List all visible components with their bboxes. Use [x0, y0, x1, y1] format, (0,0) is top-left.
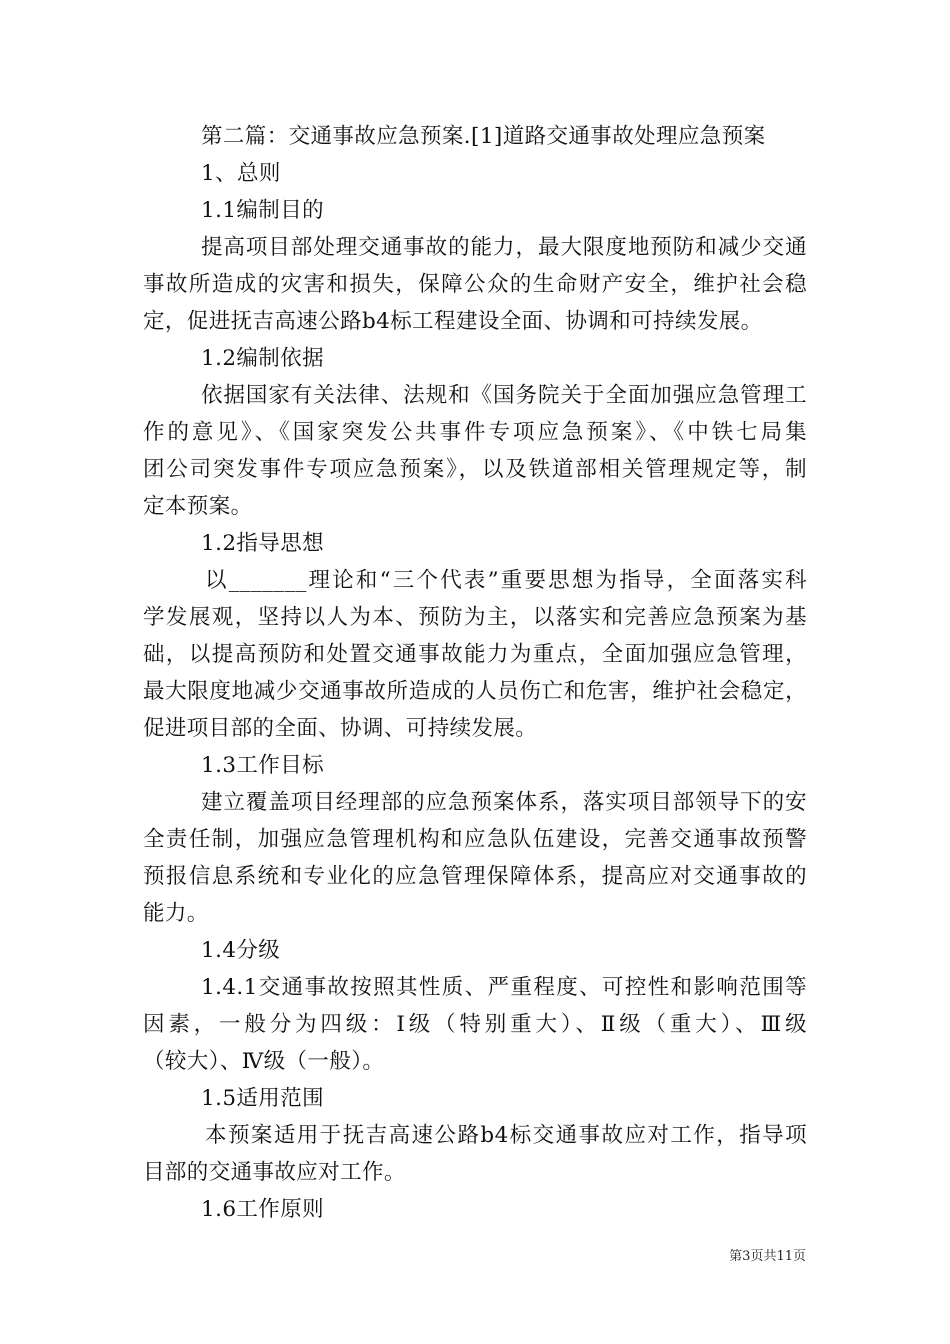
page-number: 第3页共11页 — [729, 1249, 806, 1264]
section-heading-basis: 1.2编制依据 — [201, 346, 324, 371]
paragraph-line: （较大）、Ⅳ级（一般）。 — [143, 1049, 385, 1074]
section-heading-scope: 1.5适用范围 — [201, 1086, 324, 1111]
paragraph-line: 1.4.1交通事故按照其性质、严重程度、可控性和影响范围等 — [201, 975, 807, 1000]
paragraph-line: 学发展观，坚持以人为本、预防为主，以落实和完善应急预案为基 — [143, 605, 807, 630]
paragraph-line: 依据国家有关法律、法规和《国务院关于全面加强应急管理工 — [201, 383, 807, 408]
section-heading-general: 1、总则 — [201, 161, 281, 186]
paragraph-line: 目部的交通事故应对工作。 — [143, 1160, 406, 1185]
paragraph-line: 定，促进抚吉高速公路b4标工程建设全面、协调和可持续发展。 — [143, 309, 763, 334]
document-body — [143, 118, 807, 1228]
section-heading-goal: 1.3工作目标 — [201, 753, 324, 778]
paragraph-line: 最大限度地减少交通事故所造成的人员伤亡和危害，维护社会稳定， — [143, 679, 807, 704]
paragraph-line: 事故所造成的灾害和损失，保障公众的生命财产安全，维护社会稳 — [143, 272, 807, 297]
paragraph-line: 能力。 — [143, 901, 209, 926]
section-heading-classification: 1.4分级 — [201, 938, 281, 963]
section-heading-principles: 1.6工作原则 — [201, 1197, 324, 1222]
paragraph-line: 全责任制，加强应急管理机构和应急队伍建设，完善交通事故预警 — [143, 827, 807, 852]
paragraph-line: 建立覆盖项目经理部的应急预案体系，落实项目部领导下的安 — [201, 790, 807, 815]
paragraph-line: 以_______理论和“三个代表”重要思想为指导，全面落实科 — [205, 568, 807, 593]
section-heading-purpose: 1.1编制目的 — [201, 198, 324, 223]
paragraph-line: 因素，一般分为四级：Ⅰ级（特别重大）、Ⅱ级（重大）、Ⅲ级 — [143, 1012, 807, 1037]
paragraph-line: 作的意见》、《国家突发公共事件专项应急预案》、《中铁七局集 — [143, 420, 807, 445]
paragraph-line: 团公司突发事件专项应急预案》，以及铁道部相关管理规定等，制 — [143, 457, 807, 482]
paragraph-line: 预报信息系统和专业化的应急管理保障体系，提高应对交通事故的 — [143, 864, 807, 889]
paragraph-line: 促进项目部的全面、协调、可持续发展。 — [143, 716, 538, 741]
paragraph-line: 定本预案。 — [143, 494, 253, 519]
paragraph-line: 本预案适用于抚吉高速公路b4标交通事故应对工作，指导项 — [205, 1123, 807, 1148]
paragraph-line: 础，以提高预防和处置交通事故能力为重点，全面加强应急管理， — [143, 642, 807, 667]
section-heading-guideline: 1.2指导思想 — [201, 531, 324, 556]
paragraph-line: 提高项目部处理交通事故的能力，最大限度地预防和减少交通 — [201, 235, 807, 260]
document-title: 第二篇：交通事故应急预案.[1]道路交通事故处理应急预案 — [201, 124, 766, 149]
